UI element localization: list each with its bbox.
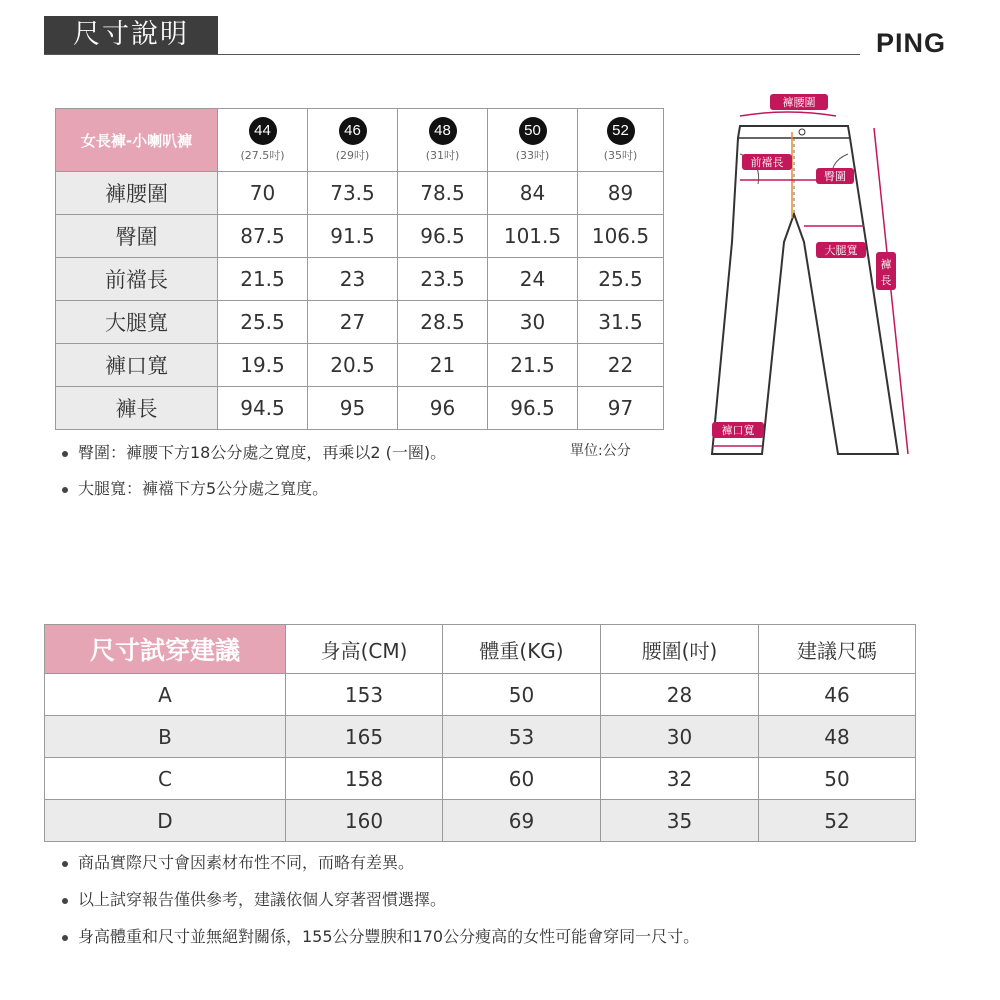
length-label-1: 褲 bbox=[880, 258, 892, 271]
length-label-2: 長 bbox=[880, 274, 892, 287]
tip-item bbox=[62, 889, 699, 926]
table-cell: 25.5 bbox=[218, 301, 308, 344]
size-badge: 46 bbox=[339, 117, 367, 145]
table-cell: 60 bbox=[443, 758, 601, 800]
table-cell: 27 bbox=[308, 301, 398, 344]
row-label-hip: 臀圍 bbox=[56, 215, 218, 258]
header-recommend: 建議尺碼 bbox=[759, 625, 916, 674]
table-cell: 46 bbox=[759, 674, 916, 716]
table-cell: 30 bbox=[601, 716, 759, 758]
tip-text: 商品實際尺寸會因素材布性不同，而略有差異。 bbox=[78, 853, 415, 872]
waist-label: 褲腰圍 bbox=[782, 96, 816, 109]
table-cell: 52 bbox=[759, 800, 916, 842]
size-inch: (29吋) bbox=[335, 149, 370, 162]
table-cell: 101.5 bbox=[488, 215, 578, 258]
row-label-rise: 前襠長 bbox=[56, 258, 218, 301]
tip-item bbox=[62, 852, 699, 889]
page-title: 尺寸說明 bbox=[44, 16, 218, 54]
pants-measurement-diagram bbox=[700, 92, 920, 472]
fit-row-label: B bbox=[45, 716, 286, 758]
size-header-46 bbox=[308, 109, 398, 172]
bullet-icon bbox=[62, 935, 68, 941]
size-badge: 48 bbox=[429, 117, 457, 145]
table-cell: 95 bbox=[308, 387, 398, 430]
table-cell: 53 bbox=[443, 716, 601, 758]
table-cell: 165 bbox=[286, 716, 443, 758]
size-table-title: 女長褲-小喇叭褲 bbox=[56, 109, 218, 172]
fit-row-label: C bbox=[45, 758, 286, 800]
table-cell: 158 bbox=[286, 758, 443, 800]
row-label-length: 褲長 bbox=[56, 387, 218, 430]
fit-tips bbox=[62, 852, 699, 963]
table-cell: 73.5 bbox=[308, 172, 398, 215]
table-cell: 78.5 bbox=[398, 172, 488, 215]
waist-arrow bbox=[740, 112, 836, 116]
table-cell: 153 bbox=[286, 674, 443, 716]
bullet-icon bbox=[62, 861, 68, 867]
hem-label: 褲口寬 bbox=[721, 424, 755, 437]
bullet-icon bbox=[62, 487, 68, 493]
table-cell: 28 bbox=[601, 674, 759, 716]
size-header-44 bbox=[218, 109, 308, 172]
table-cell: 31.5 bbox=[578, 301, 664, 344]
thigh-label: 大腿寬 bbox=[824, 244, 858, 257]
table-cell: 96.5 bbox=[488, 387, 578, 430]
tip-text: 身高體重和尺寸並無絕對關係，155公分豐腴和170公分瘦高的女性可能會穿同一尺寸。 bbox=[78, 927, 700, 946]
fit-table-title: 尺寸試穿建議 bbox=[45, 625, 286, 674]
size-badge: 44 bbox=[249, 117, 277, 145]
table-cell: 30 bbox=[488, 301, 578, 344]
pants-outline bbox=[712, 126, 898, 454]
table-cell: 21.5 bbox=[218, 258, 308, 301]
brand-logo: PING bbox=[876, 28, 947, 58]
table-cell: 50 bbox=[759, 758, 916, 800]
size-header-48 bbox=[398, 109, 488, 172]
fit-row-label: D bbox=[45, 800, 286, 842]
table-cell: 24 bbox=[488, 258, 578, 301]
header-height: 身高(CM) bbox=[286, 625, 443, 674]
size-badge: 52 bbox=[607, 117, 635, 145]
table-cell: 19.5 bbox=[218, 344, 308, 387]
table-cell: 23.5 bbox=[398, 258, 488, 301]
row-label-waist: 褲腰圍 bbox=[56, 172, 218, 215]
size-inch: (27.5吋) bbox=[240, 149, 285, 162]
table-cell: 96 bbox=[398, 387, 488, 430]
size-badge: 50 bbox=[519, 117, 547, 145]
size-header-50 bbox=[488, 109, 578, 172]
size-header-52 bbox=[578, 109, 664, 172]
table-cell: 48 bbox=[759, 716, 916, 758]
size-chart-table bbox=[55, 108, 664, 430]
table-cell: 96.5 bbox=[398, 215, 488, 258]
table-cell: 69 bbox=[443, 800, 601, 842]
size-inch: (31吋) bbox=[425, 149, 460, 162]
table-cell: 97 bbox=[578, 387, 664, 430]
table-cell: 25.5 bbox=[578, 258, 664, 301]
header-weight: 體重(KG) bbox=[443, 625, 601, 674]
table-cell: 22 bbox=[578, 344, 664, 387]
table-cell: 20.5 bbox=[308, 344, 398, 387]
hip-label: 臀圍 bbox=[824, 170, 846, 183]
header-waist: 腰圍(吋) bbox=[601, 625, 759, 674]
note-text: 臀圍：褲腰下方18公分處之寬度，再乘以2 (一圈)。 bbox=[78, 443, 447, 462]
fit-row-label: A bbox=[45, 674, 286, 716]
unit-label: 單位:公分 bbox=[570, 443, 631, 459]
fit-suggestion-table bbox=[44, 624, 916, 842]
table-cell: 35 bbox=[601, 800, 759, 842]
table-cell: 28.5 bbox=[398, 301, 488, 344]
tip-item bbox=[62, 926, 699, 963]
table-cell: 21 bbox=[398, 344, 488, 387]
table-cell: 89 bbox=[578, 172, 664, 215]
measure-note-thigh bbox=[62, 476, 328, 499]
tip-text: 以上試穿報告僅供參考，建議依個人穿著習慣選擇。 bbox=[78, 890, 447, 909]
table-cell: 106.5 bbox=[578, 215, 664, 258]
bullet-icon bbox=[62, 451, 68, 457]
table-cell: 23 bbox=[308, 258, 398, 301]
button-icon bbox=[799, 129, 805, 135]
size-inch: (33吋) bbox=[515, 149, 550, 162]
table-cell: 87.5 bbox=[218, 215, 308, 258]
table-cell: 70 bbox=[218, 172, 308, 215]
table-cell: 94.5 bbox=[218, 387, 308, 430]
rise-label: 前襠長 bbox=[750, 156, 784, 169]
table-cell: 84 bbox=[488, 172, 578, 215]
row-label-hem: 褲口寬 bbox=[56, 344, 218, 387]
table-cell: 50 bbox=[443, 674, 601, 716]
table-cell: 21.5 bbox=[488, 344, 578, 387]
bullet-icon bbox=[62, 898, 68, 904]
row-label-thigh: 大腿寬 bbox=[56, 301, 218, 344]
note-text: 大腿寬：褲襠下方5公分處之寬度。 bbox=[78, 479, 329, 498]
size-inch: (35吋) bbox=[603, 149, 638, 162]
measure-note-hip bbox=[62, 440, 446, 463]
table-cell: 91.5 bbox=[308, 215, 398, 258]
table-cell: 32 bbox=[601, 758, 759, 800]
table-cell: 160 bbox=[286, 800, 443, 842]
header-divider bbox=[44, 54, 860, 55]
